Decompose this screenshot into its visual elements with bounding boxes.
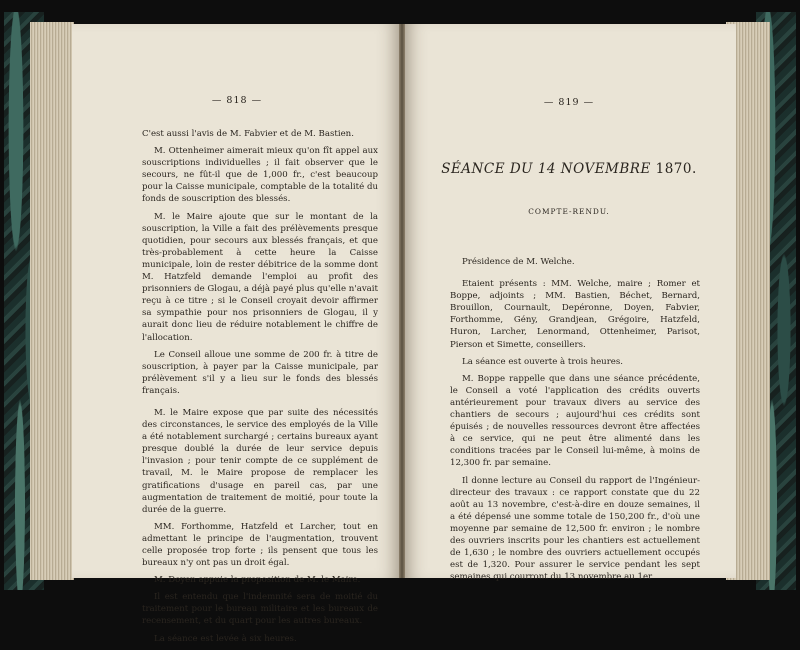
paragraph: Le Conseil alloue une somme de 200 fr. à titre de souscription, à payer par la Caisse municipale, par prélèvement s'il y a lieu sur le fonds des blessés français.: [142, 349, 378, 396]
session-heading: [402, 161, 736, 177]
left-page-body: [142, 128, 378, 650]
paragraph: Présidence de M. Welche.: [462, 257, 575, 267]
paragraph: C'est aussi l'avis de M. Fabvier et de M. Bastien.: [142, 129, 354, 139]
page-number: — 819 —: [543, 97, 595, 108]
paragraph: M. le Maire ajoute que sur le montant de la souscription, la Ville a fait des prélèvements presque quotidien, pour secours aux blessés français, et que très-probablement à cette heure la Caisse municipale, loin de rester débitrice de la somme dont M. Hatzfeld demande l'emploi au profit des prisonniers de Glogau, a déjà payé plus qu'elle n'avait reçu à ce titre ; si le Conseil croyait devoir affirmer sa sympathie pour nos prisonniers de Glogau, il y aurait donc lieu de réduire notablement le chiffre de l'allocation.: [142, 211, 379, 343]
paragraph: M. le Maire expose que par suite des nécessités des circonstances, le service des employés de la Ville a été notablement surchargé ; certains bureaux ayant presque doublé la durée de leur service depuis l'invasion ; pour tenir compte de ce supplément de travail, M. le Maire propose de remplacer les gratifications d'usage en pareil cas, par une augmentation de traitement de moitié, pour toute la durée de la guerre.: [142, 407, 378, 515]
paragraph: La séance est levée à six heures.: [154, 633, 297, 644]
book-gutter: [399, 24, 405, 578]
paragraph: Il donne lecture au Conseil du rapport de l'Ingénieur-directeur des travaux : ce rapport constate que du 22 août au 13 novembre, c'est-à-dire en douze semaines, il a été dépensé une somme totale de 150,200 fr., d'où une moyenne par semaine de 12,500 fr. environ ; le nombre des ouvriers inscrits pour les chantiers est actuellement de 1,630 ; le nombre des ouvriers actuellement occupés est de 1,320. Pour assurer le service pendant les sept semaines qui courront du 13 novembre au 1er: [450, 475, 700, 583]
right-page: [402, 24, 736, 583]
right-page-body: [450, 256, 700, 588]
paragraph: M. Doyen appuie la proposition de M. le Maire.: [154, 575, 361, 586]
paragraph: Etaient présents : MM. Welche, maire ; Romer et Boppe, adjoints ; MM. Bastien, Béchet, Bernard, Brouillon, Cournault, Depéronne, Doyen, Fabvier, Forthomme, Gény, Grandjean, Grégoire, Hatzfeld, Huron, Larcher, Lenormand, Ottenheimer, Parisot, Pierson et Simette, conseillers.: [450, 279, 700, 350]
section-subheading: COMPTE-RENDU.: [528, 207, 610, 216]
paragraph: MM. Forthomme, Hatzfeld et Larcher, tout en admettant le principe de l'augmentation, trouvent celle proposée trop forte ; ils pensent que tous les bureaux n'y ont pas un droit égal.: [142, 521, 378, 569]
left-page: [72, 24, 402, 644]
session-heading-title: SÉANCE DU 14 NOVEMBRE: [441, 161, 651, 177]
page-number: — 818 —: [211, 95, 263, 106]
session-heading-year: 1870.: [650, 161, 697, 177]
page-edges-left: [30, 22, 74, 580]
paragraph: M. Ottenheimer aimerait mieux qu'on fît appel aux souscriptions individuelles ; il fait observer que le secours, ne fût-il que de 1,000 fr., c'est beaucoup pour la Caisse municipale, comptable de la totalité du fonds de souscription des blessés.: [142, 146, 378, 205]
paragraph: Il est entendu que l'indemnité sera de moitié du traitement pour le bureau militaire et les bureaux de recensement, et du quart pour les autres bureaux.: [142, 592, 378, 627]
paragraph: La séance est ouverte à trois heures.: [462, 356, 624, 367]
paragraph: M. Boppe rappelle que dans une séance précédente, le Conseil a voté l'application des crédits ouverts antérieurement pour travaux divers au service des chantiers de secours ; aujourd'hui ces crédits sont épuisés ; de nouvelles ressources devront être affectées à ce service, qui ne peut être alimenté dans les conditions tracées par le Conseil lui-même, à moins de 12,300 fr. par semaine.: [450, 373, 700, 469]
